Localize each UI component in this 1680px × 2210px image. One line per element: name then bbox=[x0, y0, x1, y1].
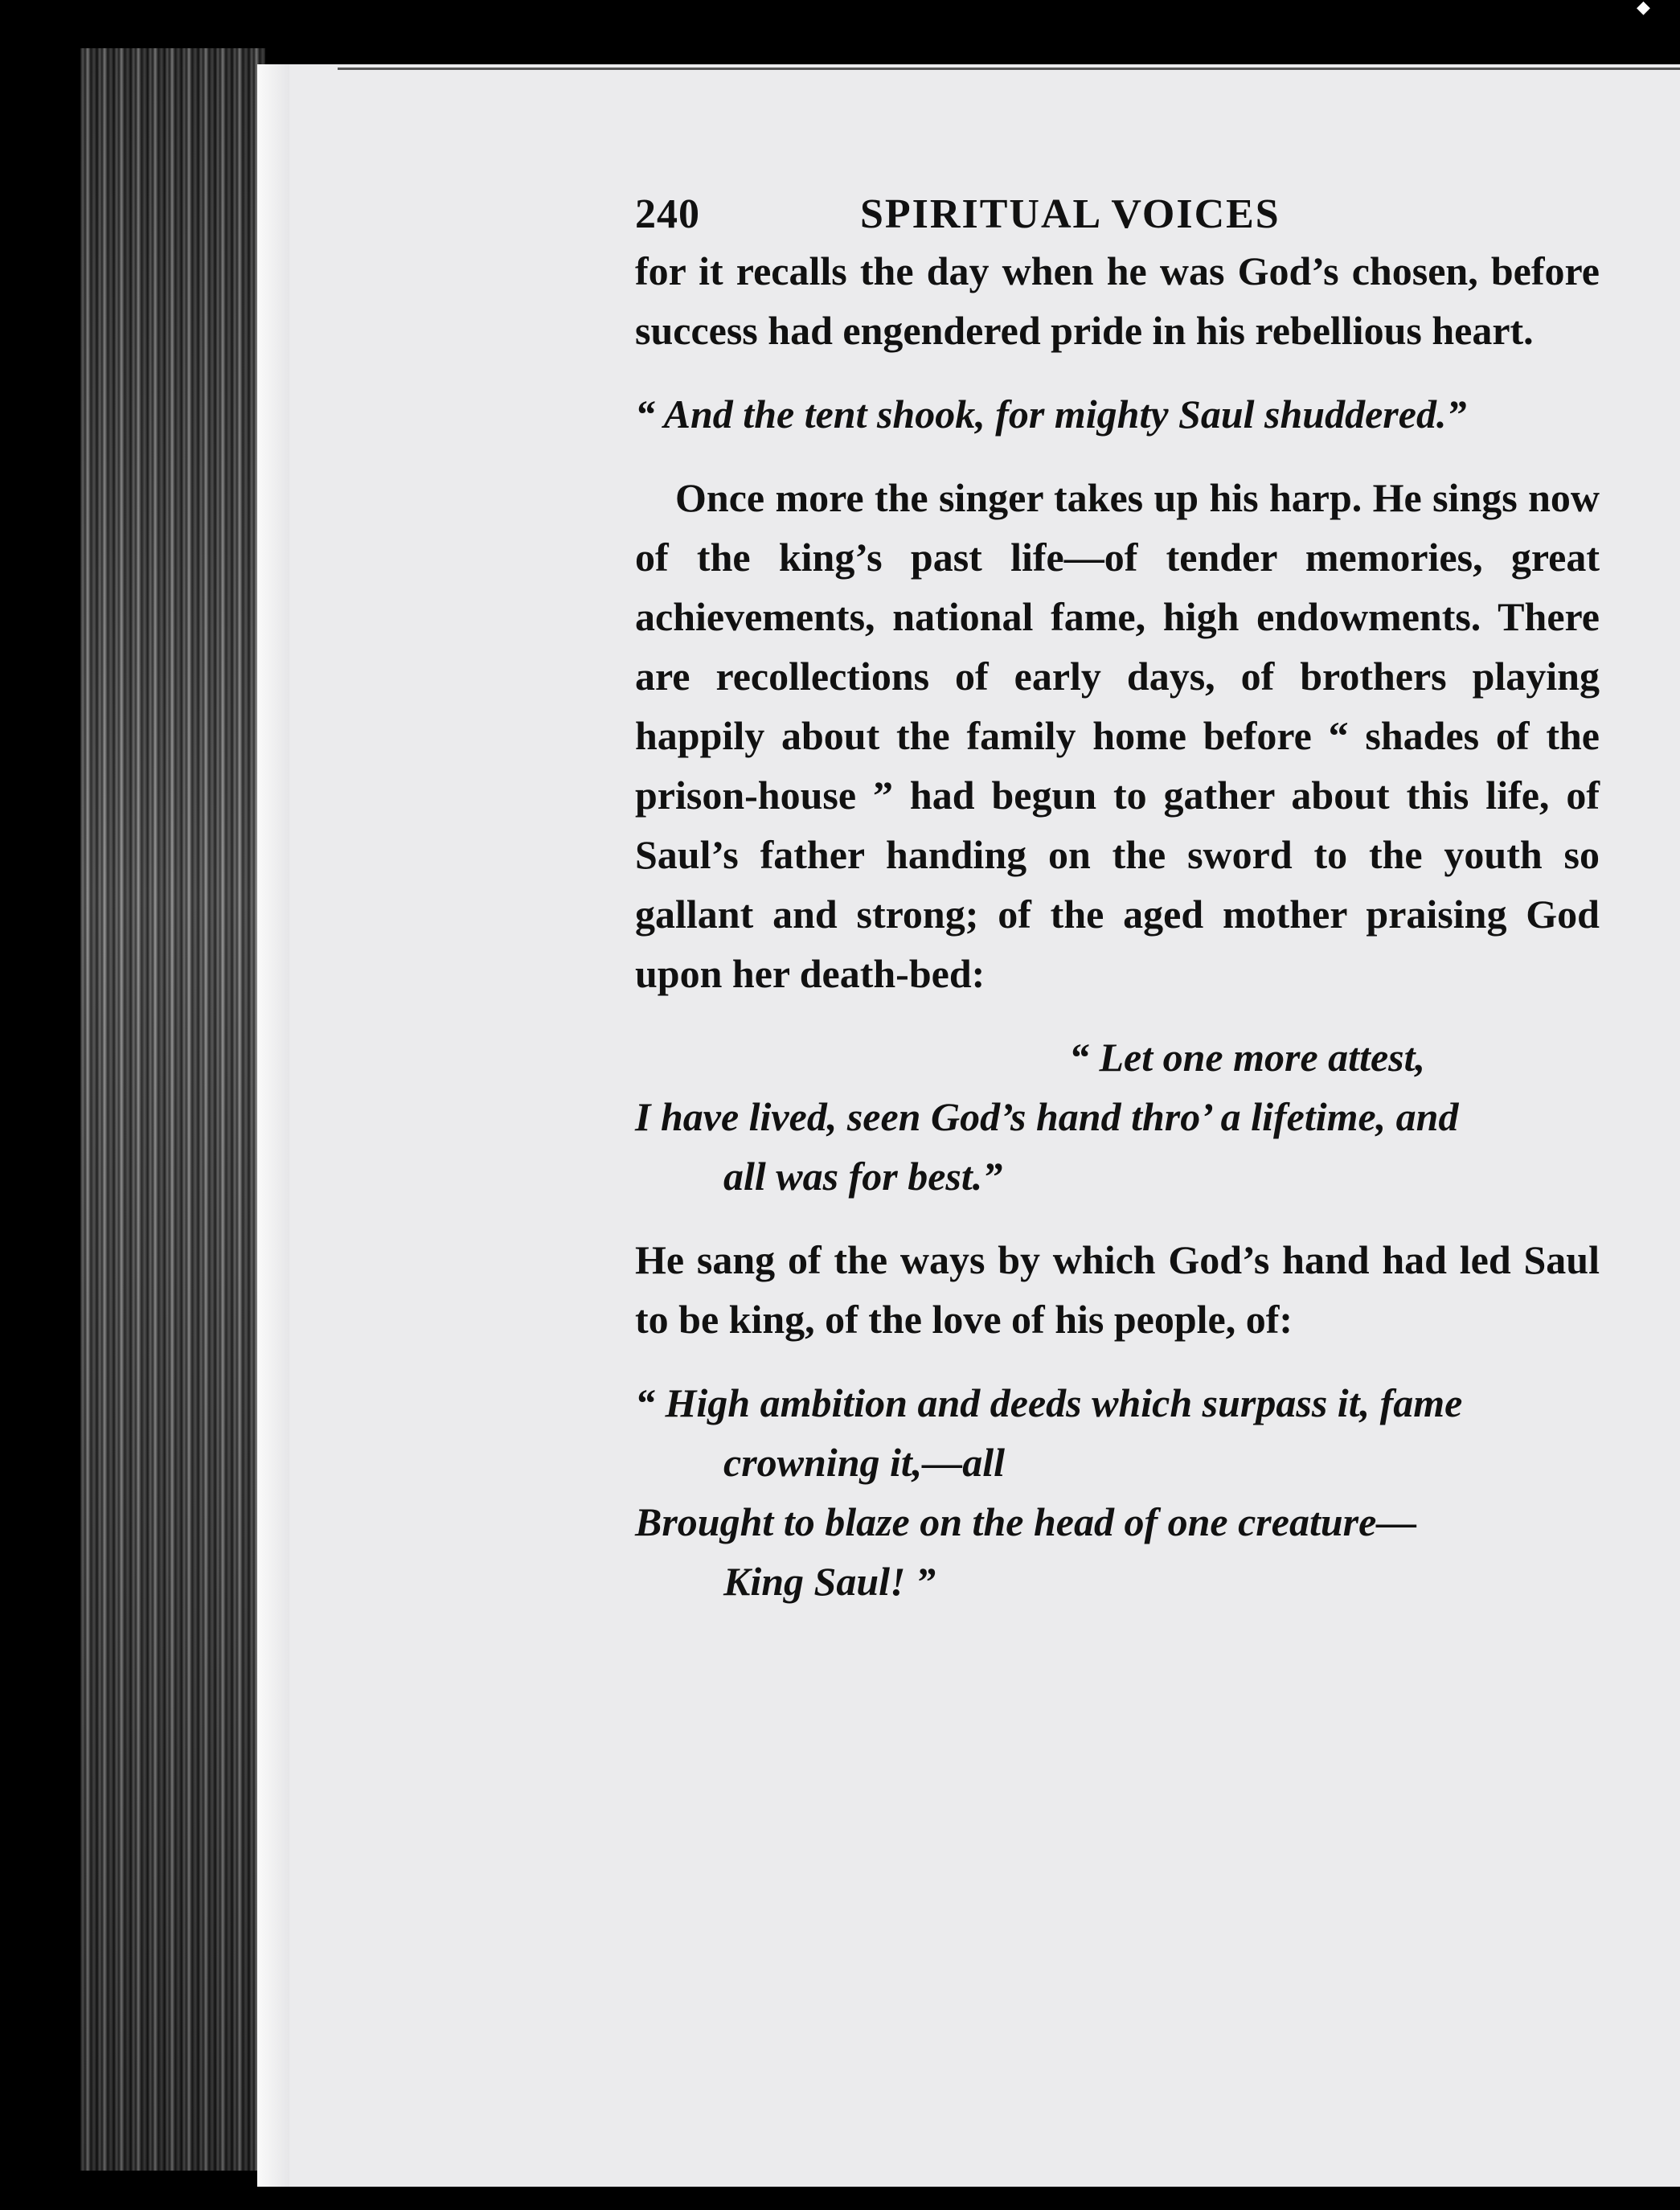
paragraph-2: Once more the singer takes up his harp. He sings now of the king’s past life—of tender memories, great achievements, national fame, high endowments. There are recollections of early days, of brothers playing happily about the family home before “ shades of the prison-house ” had begun to gather about this life, of Saul’s father handing on the sword to the youth so gallant and strong; of the aged mother praising God upon her death-bed: bbox=[635, 475, 1600, 996]
verse-2-line-1: “ High ambition and deeds which surpass it, fame bbox=[635, 1380, 1463, 1425]
verse-1-line-3: all was for best.” bbox=[723, 1154, 1003, 1199]
verse-1-line-2: I have lived, seen God’s hand thro’ a lifetime, and bbox=[635, 1094, 1459, 1139]
page-number: 240 bbox=[635, 191, 700, 237]
verse-2-line-4: King Saul! ” bbox=[723, 1559, 936, 1604]
page-gutter bbox=[257, 64, 289, 2187]
verse-2 bbox=[635, 1373, 1600, 1611]
page-top-edge bbox=[338, 68, 1680, 70]
page-text bbox=[635, 185, 1600, 1611]
corner-mark-icon: ◆ bbox=[1637, 0, 1650, 18]
paragraph-3: He sang of the ways by which God’s hand had led Saul to be king, of the love of his people, of: bbox=[635, 1237, 1600, 1342]
quote-1: “ And the tent shook, for mighty Saul shuddered.” bbox=[635, 392, 1467, 437]
paragraph-1: for it recalls the day when he was God’s chosen, before success had engendered pride in his rebellious heart. bbox=[635, 248, 1600, 353]
verse-1 bbox=[635, 1027, 1600, 1206]
running-head bbox=[635, 185, 1600, 244]
verse-2-line-3: Brought to blaze on the head of one creature— bbox=[635, 1499, 1417, 1544]
verse-1-line-1: “ Let one more attest, bbox=[1069, 1035, 1425, 1080]
running-title: SPIRITUAL VOICES bbox=[860, 191, 1280, 237]
spine-shadow bbox=[80, 48, 265, 2171]
verse-2-line-2: crowning it,—all bbox=[723, 1440, 1006, 1485]
